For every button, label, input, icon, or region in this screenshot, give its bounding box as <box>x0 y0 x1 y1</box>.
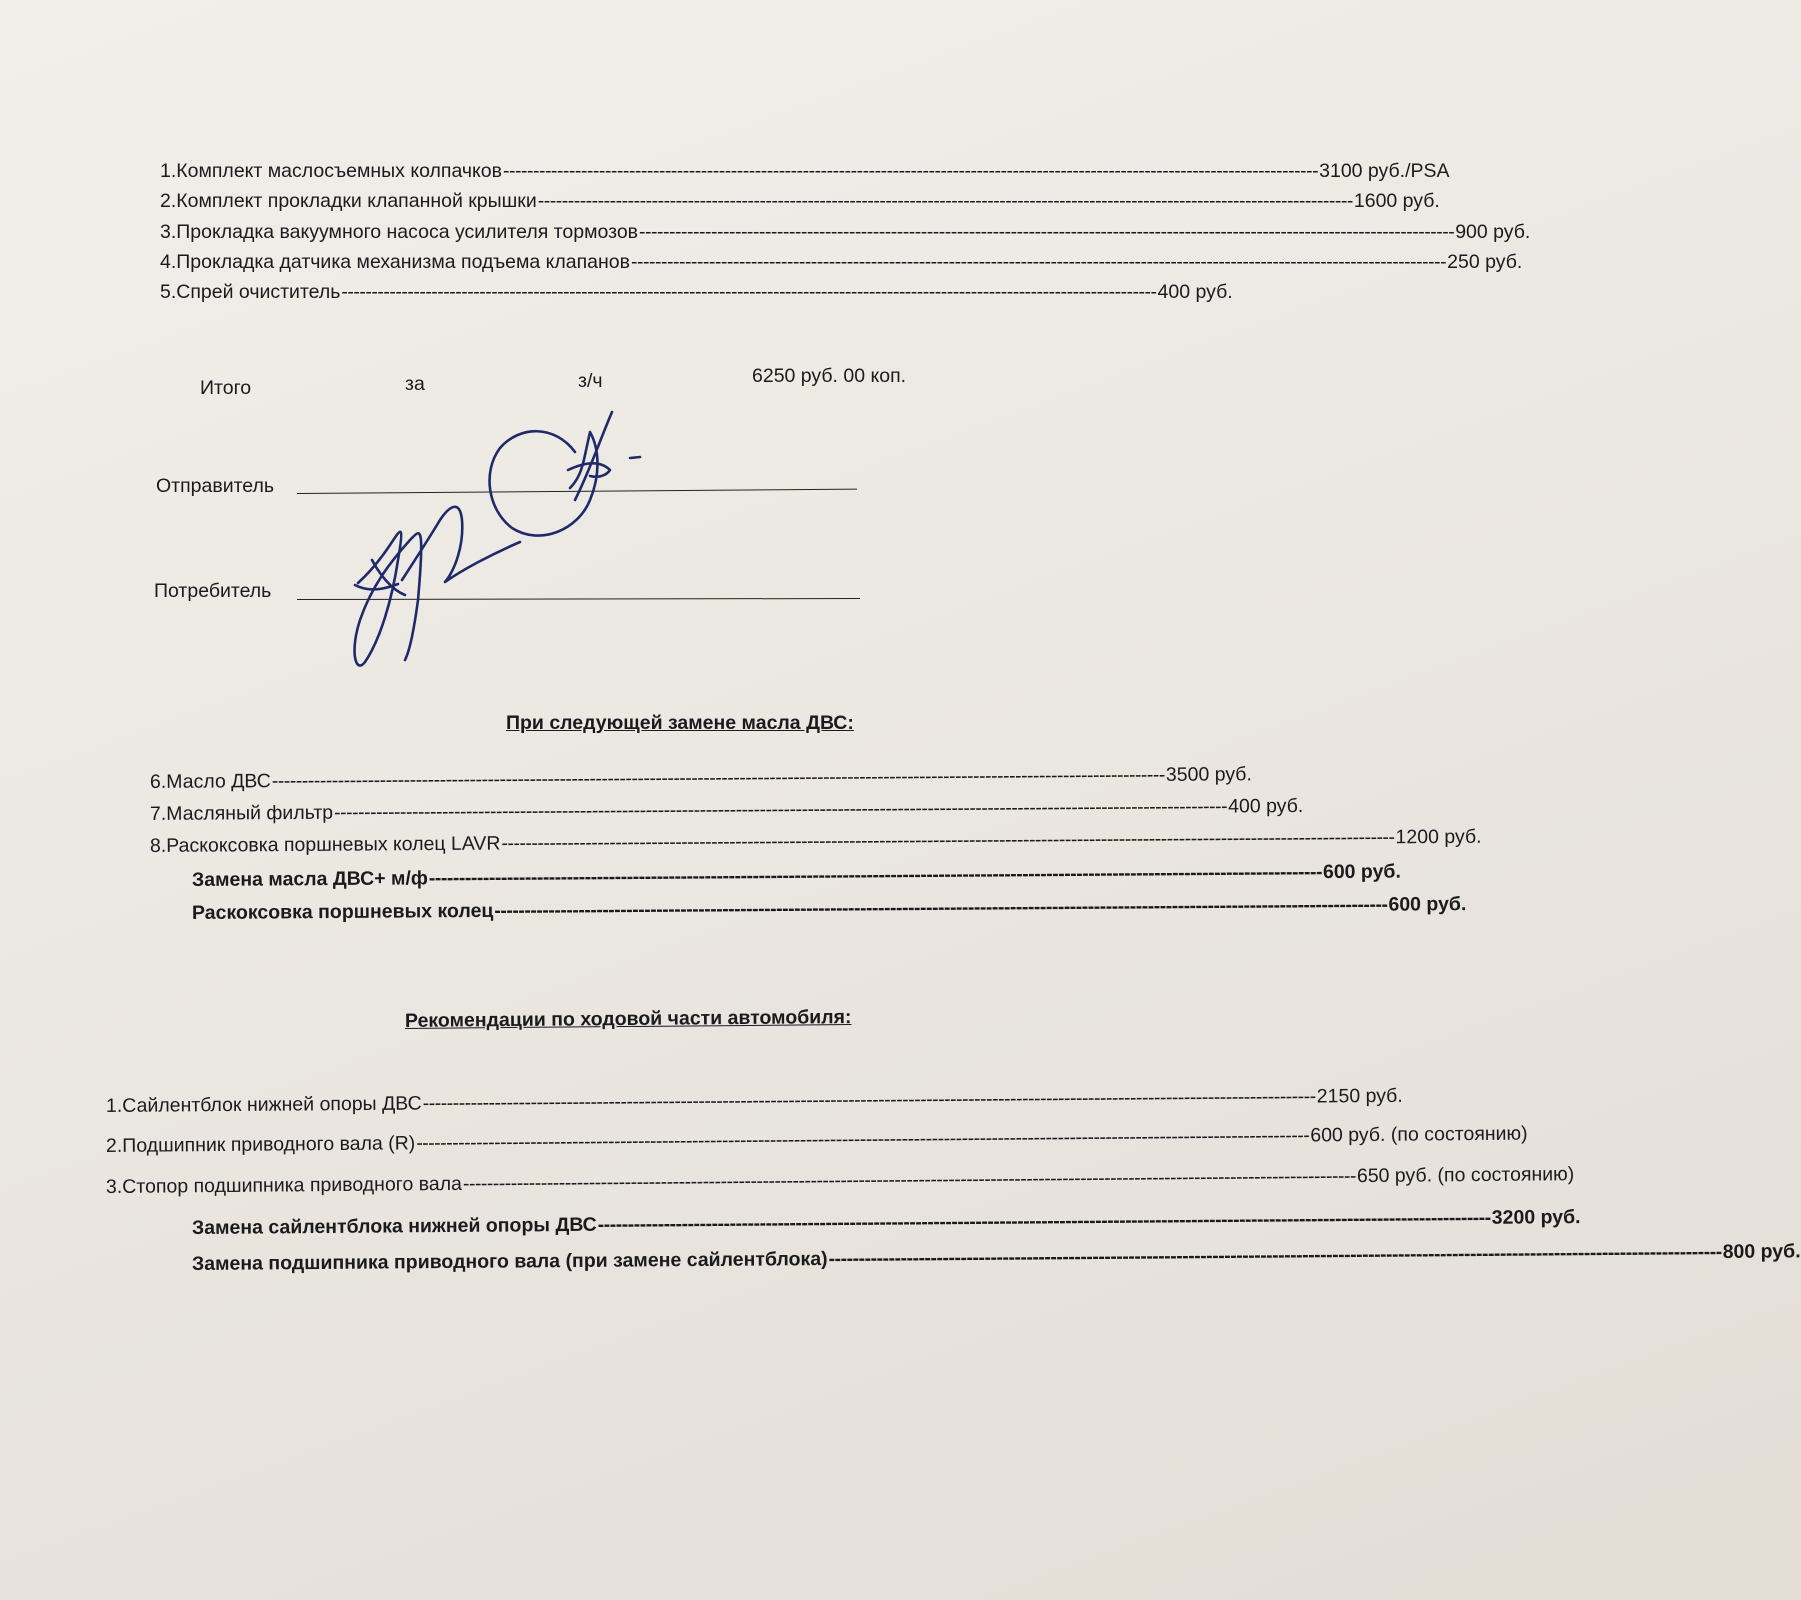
list-item <box>160 281 1233 303</box>
work-price: 600 руб. <box>1388 893 1467 916</box>
total-parts: з/ч <box>578 370 603 392</box>
total-label: Итого <box>200 377 252 399</box>
work-name: Замена масла ДВС+ м/ф <box>191 867 428 891</box>
item-name: Раскоксовка поршневых колец LAVR <box>166 832 501 857</box>
consumer-label: Потребитель <box>154 580 272 602</box>
work-item <box>191 1240 1801 1275</box>
item-number: 1. <box>105 1094 123 1117</box>
list-item <box>160 251 1523 273</box>
dash-leader: ---------------------------------------------------------------------------------------------------------------------------------------- <box>341 281 1157 303</box>
oil-section-heading: При следующей замене масла ДВС: <box>506 712 854 734</box>
list-item <box>160 160 1450 182</box>
list-item <box>105 1084 1403 1117</box>
dash-leader: ---------------------------------------------------------------------------------------------------------------------------------------- <box>537 190 1353 212</box>
list-item <box>160 221 1531 243</box>
item-name: Подшипник приводного вала (R) <box>122 1132 416 1157</box>
sender-signature-icon <box>490 412 640 536</box>
list-item <box>105 1163 1575 1198</box>
dash-leader: ----------------------------------------------------------------------------------------------------------------------------------------------------- <box>428 861 1323 890</box>
item-number: 3. <box>160 221 177 243</box>
item-price: 3500 руб. <box>1165 763 1252 786</box>
list-item <box>149 825 1482 857</box>
item-number: 6. <box>149 770 167 793</box>
dash-leader: ----------------------------------------------------------------------------------------------------------------------------------------------------- <box>494 893 1388 922</box>
work-price: 800 руб. <box>1722 1240 1801 1263</box>
work-price: 600 руб. <box>1322 860 1401 884</box>
dash-leader: ----------------------------------------------------------------------------------------------------------------------------------------------------- <box>422 1085 1316 1115</box>
item-name: Масло ДВС <box>166 770 271 793</box>
item-price: 600 руб. (по состоянию) <box>1310 1122 1528 1147</box>
item-name: Сайлентблок нижней опоры ДВС <box>122 1092 422 1117</box>
item-price: 400 руб. <box>1228 794 1304 818</box>
dash-leader: ----------------------------------------------------------------------------------------------------------------------------------------------------- <box>271 763 1165 793</box>
dash-leader: ---------------------------------------------------------------------------------------------------------------------------------------- <box>631 251 1447 273</box>
consumer-signature-icon <box>355 507 520 666</box>
item-name: Спрей очиститель <box>176 281 341 303</box>
item-name: Комплект прокладки клапанной крышки <box>176 190 537 212</box>
item-number: 7. <box>149 802 167 825</box>
work-item <box>191 893 1467 924</box>
item-number: 8. <box>149 834 167 857</box>
list-item <box>149 763 1252 793</box>
item-number: 3. <box>105 1175 123 1198</box>
work-item <box>191 1206 1581 1239</box>
sender-label: Отправитель <box>156 475 275 497</box>
chassis-section-heading: Рекомендации по ходовой части автомобиля: <box>404 1006 852 1032</box>
item-number: 1. <box>160 160 177 182</box>
item-number: 2. <box>160 190 177 212</box>
dash-leader: ----------------------------------------------------------------------------------------------------------------------------------------------------- <box>597 1206 1491 1236</box>
item-price: 250 руб. <box>1447 251 1523 273</box>
total-amount: 6250 руб. 00 коп. <box>752 365 907 387</box>
total-for: за <box>405 373 425 395</box>
work-name: Замена сайлентблока нижней опоры ДВС <box>191 1213 597 1239</box>
item-price: 400 руб. <box>1157 281 1233 303</box>
item-price: 650 руб. (по состоянию) <box>1356 1163 1575 1188</box>
work-name: Раскоксовка поршневых колец <box>191 899 494 924</box>
list-item <box>149 794 1304 825</box>
item-name: Комплект маслосъемных колпачков <box>176 160 502 182</box>
item-name: Прокладка вакуумного насоса усилителя тормозов <box>176 221 639 243</box>
dash-leader: ---------------------------------------------------------------------------------------------------------------------------------------- <box>639 221 1455 243</box>
item-price: 3100 руб./PSA <box>1319 160 1450 182</box>
dash-leader: ---------------------------------------------------------------------------------------------------------------------------------------- <box>502 160 1319 182</box>
item-number: 2. <box>105 1134 123 1157</box>
dash-leader: ----------------------------------------------------------------------------------------------------------------------------------------------------- <box>416 1124 1310 1155</box>
consumer-signature-line <box>297 598 860 600</box>
list-item <box>105 1122 1528 1157</box>
item-price: 1600 руб. <box>1353 190 1440 212</box>
work-price: 3200 руб. <box>1491 1206 1581 1229</box>
dash-leader: ----------------------------------------------------------------------------------------------------------------------------------------------------- <box>828 1240 1722 1270</box>
item-number: 4. <box>160 251 177 273</box>
item-price: 2150 руб. <box>1316 1084 1403 1108</box>
item-name: Стопор подшипника приводного вала <box>122 1172 462 1198</box>
dash-leader: ----------------------------------------------------------------------------------------------------------------------------------------------------- <box>334 795 1228 824</box>
item-name: Прокладка датчика механизма подъема клапанов <box>176 251 630 273</box>
work-item <box>191 860 1401 891</box>
list-item <box>160 190 1440 212</box>
item-price: 1200 руб. <box>1395 825 1482 849</box>
item-price: 900 руб. <box>1455 221 1531 243</box>
work-name: Замена подшипника приводного вала (при замене сайлентблока) <box>191 1248 828 1275</box>
sender-signature-line <box>297 489 857 494</box>
dash-leader: ----------------------------------------------------------------------------------------------------------------------------------------------------- <box>462 1165 1357 1195</box>
dash-leader: ----------------------------------------------------------------------------------------------------------------------------------------------------- <box>501 826 1395 855</box>
item-number: 5. <box>160 281 177 303</box>
item-name: Масляный фильтр <box>166 801 334 825</box>
